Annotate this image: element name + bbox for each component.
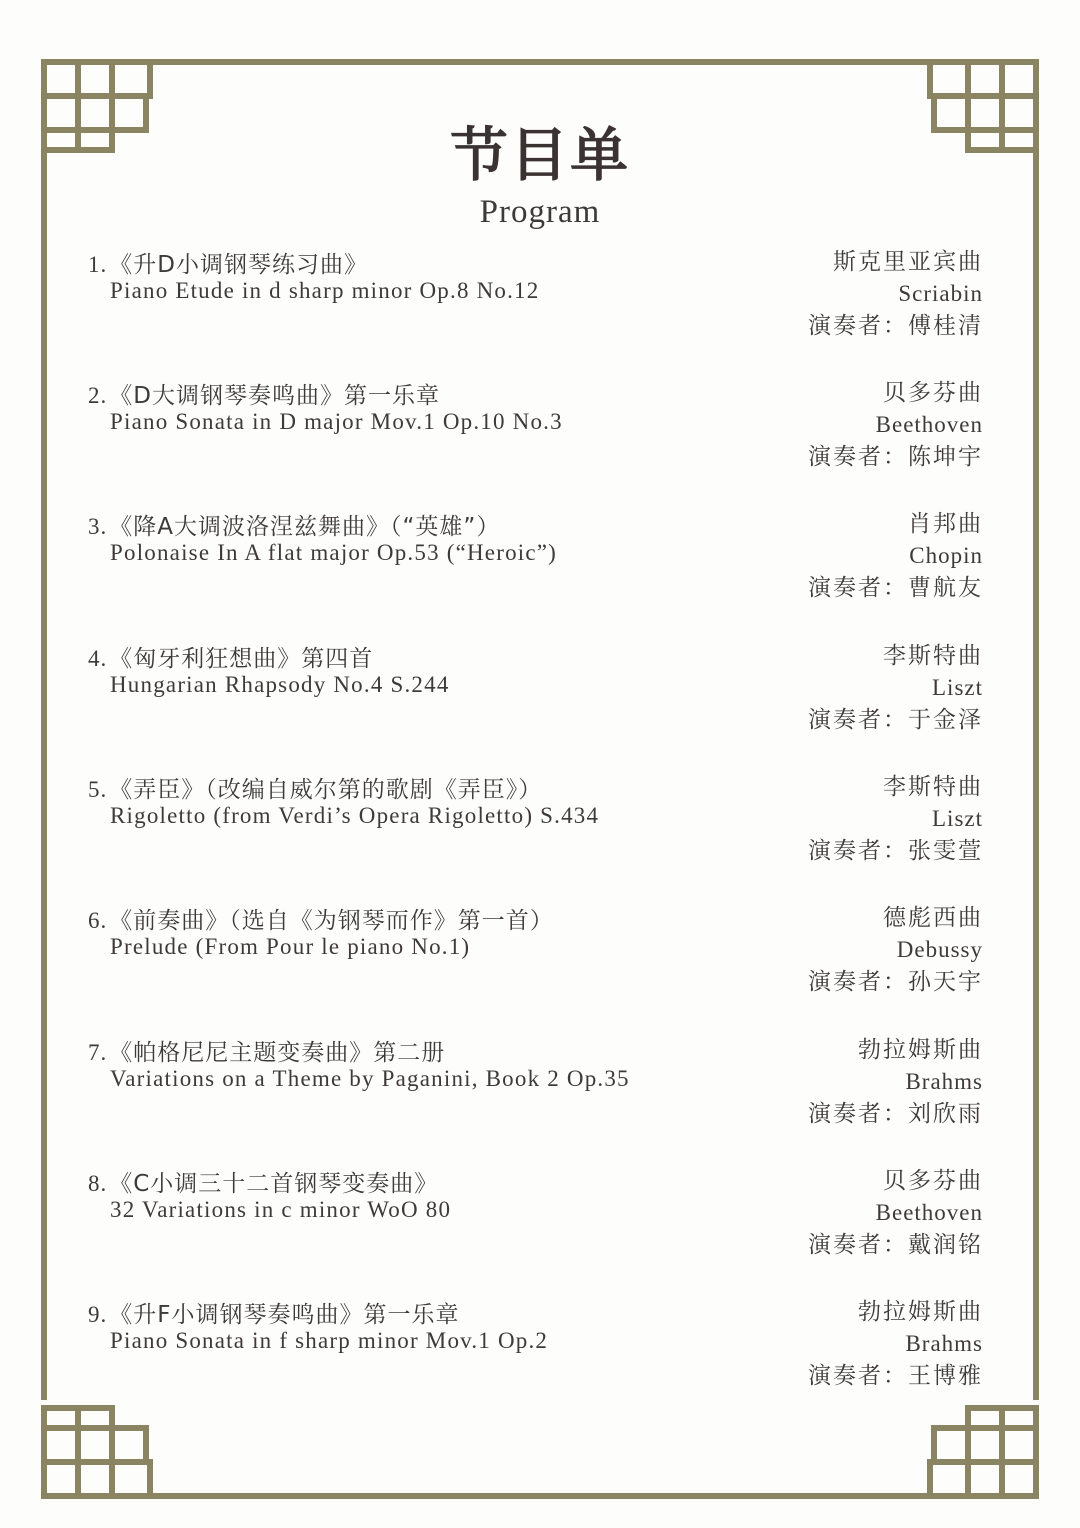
program-item xyxy=(88,902,983,1002)
program-item-title-cn-text: 《升D小调钢琴练习曲》 xyxy=(109,252,368,278)
composer-en: Scriabin xyxy=(898,281,983,306)
program-item-title-cn-text: 《升F小调钢琴奏鸣曲》第一乐章 xyxy=(109,1302,460,1328)
program-item-title-cn xyxy=(88,1034,445,1067)
program-item-title-cn xyxy=(88,1165,438,1198)
performer: 演奏者：孙天宇 xyxy=(808,969,983,995)
program-item xyxy=(88,771,983,871)
program-item-title-cn xyxy=(88,640,373,673)
performer: 演奏者：陈坤宇 xyxy=(808,444,983,470)
program-item-credits xyxy=(808,902,983,998)
program-item xyxy=(88,1165,983,1265)
program-item xyxy=(88,508,983,608)
program-item-title-cn xyxy=(88,377,440,410)
program-item-title-cn-text: 《C小调三十二首钢琴变奏曲》 xyxy=(109,1171,439,1197)
program-item-number: 4. xyxy=(88,646,108,671)
program-item-credits xyxy=(808,508,983,604)
composer-en: Debussy xyxy=(896,937,983,962)
composer-en: Beethoven xyxy=(875,1200,983,1225)
program-item-title-cn-text: 《D大调钢琴奏鸣曲》第一乐章 xyxy=(109,383,440,409)
program-item xyxy=(88,377,983,477)
program-item-title-cn-text: 《帕格尼尼主题变奏曲》第二册 xyxy=(109,1040,446,1066)
program-item-credits xyxy=(808,246,983,342)
page-title-english: Program xyxy=(479,194,601,230)
program-item-title-cn-text: 《前奏曲》（选自《为钢琴而作》第一首） xyxy=(109,908,554,934)
composer-en: Beethoven xyxy=(875,412,983,437)
composer-cn: 肖邦曲 xyxy=(908,511,983,537)
program-item-title-en: Prelude (From Pour le piano No.1) xyxy=(110,934,471,959)
program-item-title-en: Piano Sonata in f sharp minor Mov.1 Op.2 xyxy=(110,1328,549,1353)
corner-knot-bottom-right xyxy=(930,1408,1036,1496)
composer-cn: 德彪西曲 xyxy=(883,905,983,931)
composer-cn: 李斯特曲 xyxy=(883,643,983,669)
program-item-credits xyxy=(808,1296,983,1392)
program-item-credits xyxy=(808,771,983,867)
program-item-title-cn-text: 《弄臣》（改编自威尔第的歌剧《弄臣》） xyxy=(109,777,543,803)
program-item xyxy=(88,246,983,346)
program-item-title-cn xyxy=(88,902,554,935)
program-item-title-cn xyxy=(88,1296,459,1329)
program-item-credits xyxy=(808,1034,983,1130)
program-item-title-en: Rigoletto (from Verdi’s Opera Rigoletto) S.434 xyxy=(110,803,600,828)
composer-en: Brahms xyxy=(905,1331,983,1356)
program-item xyxy=(88,1296,983,1396)
composer-cn: 勃拉姆斯曲 xyxy=(858,1037,983,1063)
program-item-number: 5. xyxy=(88,777,108,802)
performer: 演奏者：曹航友 xyxy=(808,575,983,601)
composer-cn: 勃拉姆斯曲 xyxy=(858,1299,983,1325)
performer: 演奏者：刘欣雨 xyxy=(808,1101,983,1127)
composer-cn: 贝多芬曲 xyxy=(883,1168,983,1194)
program-item-title-cn xyxy=(88,508,500,541)
performer: 演奏者：戴润铭 xyxy=(808,1232,983,1258)
composer-en: Liszt xyxy=(932,675,983,700)
program-item-credits xyxy=(808,640,983,736)
program-item-title-en: Hungarian Rhapsody No.4 S.244 xyxy=(110,672,450,697)
composer-en: Liszt xyxy=(932,806,983,831)
program-item-title-cn xyxy=(88,246,368,279)
corner-knot-bottom-left xyxy=(44,1408,150,1496)
program-item-number: 9. xyxy=(88,1302,108,1327)
program-item-number: 6. xyxy=(88,908,108,933)
program-item-number: 2. xyxy=(88,383,108,408)
program-item-number: 7. xyxy=(88,1040,108,1065)
program-item-title-cn xyxy=(88,771,542,804)
program-item-title-en: Polonaise In A flat major Op.53 (“Heroic”) xyxy=(110,540,558,565)
program-item-number: 3. xyxy=(88,514,108,539)
composer-en: Chopin xyxy=(909,543,983,568)
composer-cn: 斯克里亚宾曲 xyxy=(833,249,983,275)
performer: 演奏者：王博雅 xyxy=(808,1363,983,1389)
program-item-title-cn-text: 《匈牙利狂想曲》第四首 xyxy=(109,646,374,672)
program-item-title-en: 32 Variations in c minor WoO 80 xyxy=(110,1197,452,1222)
program-item-credits xyxy=(808,377,983,473)
program-item-number: 1. xyxy=(88,252,108,277)
program-item-title-en: Variations on a Theme by Paganini, Book 2 Op.35 xyxy=(110,1066,630,1091)
performer: 演奏者：张雯萱 xyxy=(808,838,983,864)
composer-cn: 李斯特曲 xyxy=(883,774,983,800)
composer-en: Brahms xyxy=(905,1069,983,1094)
program-item-title-en: Piano Etude in d sharp minor Op.8 No.12 xyxy=(110,278,540,303)
program-item xyxy=(88,1034,983,1134)
performer: 演奏者：傅桂清 xyxy=(808,313,983,339)
composer-cn: 贝多芬曲 xyxy=(883,380,983,406)
page-title-chinese: 节目单 xyxy=(449,121,630,189)
performer: 演奏者：于金泽 xyxy=(808,707,983,733)
program-item-credits xyxy=(808,1165,983,1261)
program-item-number: 8. xyxy=(88,1171,108,1196)
program-item-title-en: Piano Sonata in D major Mov.1 Op.10 No.3 xyxy=(110,409,563,434)
program-item-title-cn-text: 《降A大调波洛涅兹舞曲》（“英雄”） xyxy=(109,514,501,540)
program-item xyxy=(88,640,983,740)
